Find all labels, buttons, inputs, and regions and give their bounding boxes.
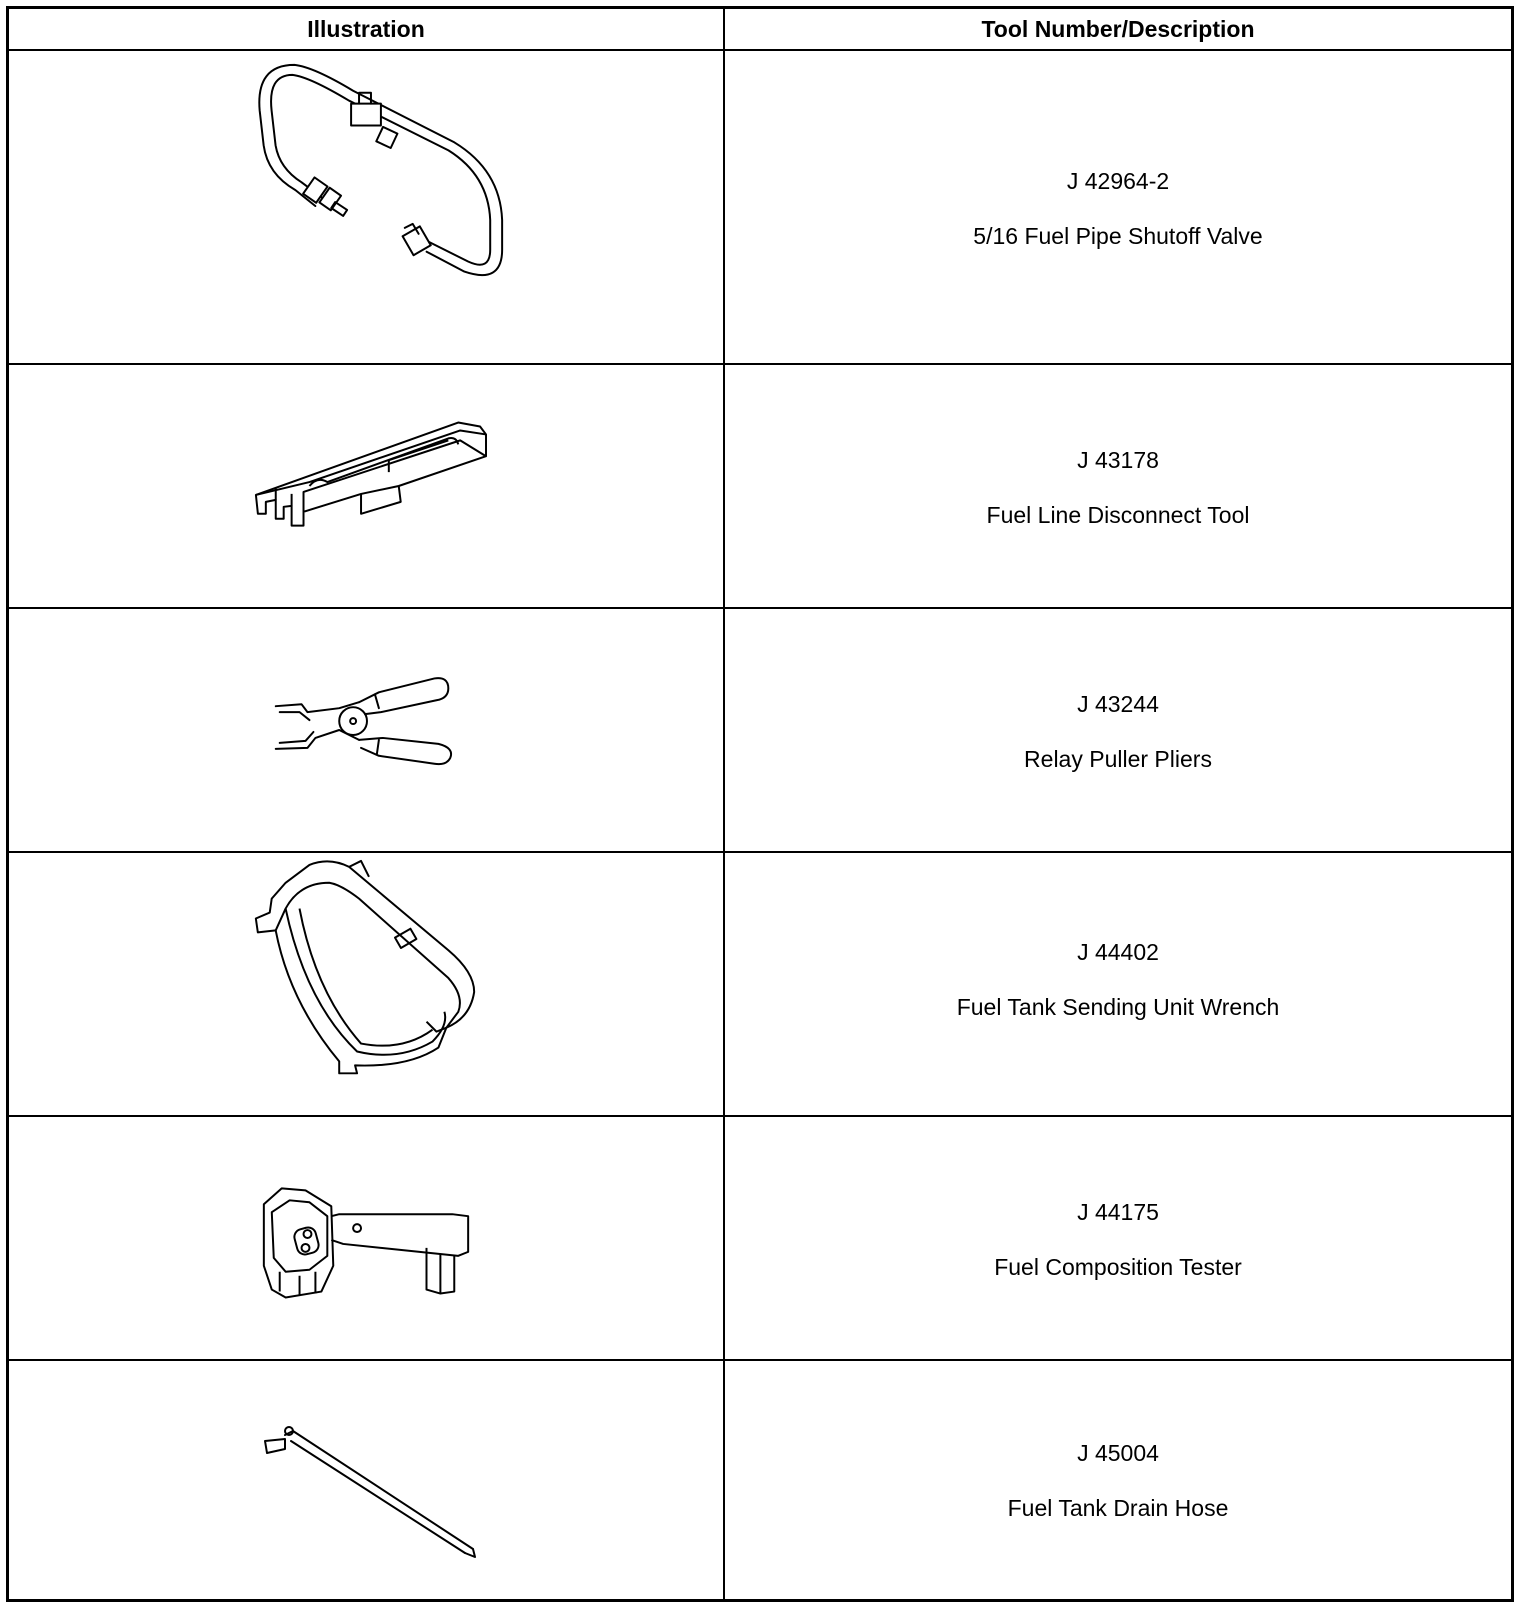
fuel-composition-tester-illustration (9, 1117, 723, 1359)
tool-description-cell (725, 1361, 1511, 1599)
tool-description: 5/16 Fuel Pipe Shutoff Valve (973, 223, 1263, 249)
tool-number: J 43244 (1077, 691, 1159, 717)
tool-description-cell (725, 1117, 1511, 1359)
tool-number: J 42964-2 (1066, 168, 1170, 194)
sending-unit-wrench-illustration (9, 853, 723, 1115)
table-row (9, 365, 1511, 609)
table-header (9, 9, 1511, 51)
tool-description-cell (725, 51, 1511, 363)
fuel-pipe-shutoff-valve-illustration (9, 51, 723, 363)
tool-number: J 44402 (1077, 939, 1159, 965)
tool-description: Relay Puller Pliers (1024, 746, 1212, 772)
tool-description: Fuel Composition Tester (994, 1254, 1242, 1280)
tool-number: J 44175 (1077, 1199, 1159, 1225)
tool-description-cell (725, 853, 1511, 1115)
header-illustration: Illustration (307, 16, 425, 42)
table-row (9, 51, 1511, 365)
table-row (9, 609, 1511, 853)
relay-puller-pliers-illustration (9, 609, 723, 851)
special-tools-table (6, 6, 1514, 1602)
tool-description: Fuel Line Disconnect Tool (986, 502, 1250, 528)
table-row (9, 1117, 1511, 1361)
tool-description: Fuel Tank Drain Hose (1007, 1495, 1229, 1521)
fuel-line-disconnect-tool-illustration (9, 365, 723, 607)
table-row (9, 853, 1511, 1117)
fuel-tank-drain-hose-illustration (9, 1361, 723, 1599)
tool-description-cell (725, 365, 1511, 607)
tool-description-cell (725, 609, 1511, 851)
table-row (9, 1361, 1511, 1599)
header-tool-number-description: Tool Number/Description (981, 16, 1255, 42)
tool-number: J 43178 (1077, 447, 1159, 473)
tool-description: Fuel Tank Sending Unit Wrench (956, 994, 1280, 1020)
tool-number: J 45004 (1077, 1440, 1159, 1466)
